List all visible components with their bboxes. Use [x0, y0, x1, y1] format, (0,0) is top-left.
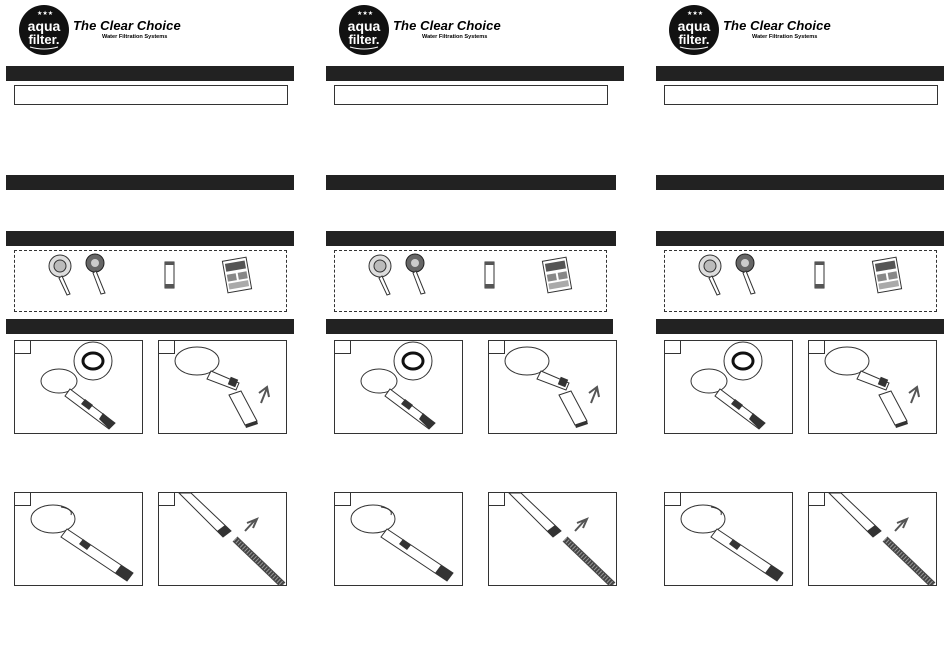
- instruction-panel-2: [326, 0, 616, 665]
- arrow-icon: [909, 387, 919, 403]
- step-panel-1: [664, 340, 793, 434]
- section-bar-2: [656, 175, 944, 190]
- brand-subtitle: Water Filtration Systems: [752, 34, 818, 40]
- hose-icon: [235, 539, 283, 585]
- section-bar-2: [6, 175, 294, 190]
- svg-text:★★★: ★★★: [687, 10, 704, 17]
- step-panel-2: [808, 340, 937, 434]
- filter-cartridge-icon: [165, 262, 174, 288]
- step-panel-1: [14, 340, 143, 434]
- section-bar-4: [6, 319, 294, 334]
- parts-box: [14, 250, 287, 312]
- arrow-icon: [259, 387, 269, 403]
- tagline: The Clear Choice: [723, 18, 831, 33]
- svg-text:★★★: ★★★: [37, 10, 54, 17]
- brand-header: [656, 0, 946, 60]
- shower-head-icon: [31, 505, 133, 581]
- step-panel-3: [334, 492, 463, 586]
- shower-head-icon: [179, 493, 231, 537]
- arrow-icon: [589, 387, 599, 403]
- filter-media-pack-icon: [222, 257, 251, 293]
- shower-head-icon: [509, 493, 561, 537]
- filter-cartridge-icon: [485, 262, 494, 288]
- step-panel-3: [664, 492, 793, 586]
- shower-head-icon: [175, 347, 239, 390]
- brand-subtitle: Water Filtration Systems: [102, 34, 168, 40]
- section-bar-3: [326, 231, 616, 246]
- shower-head-icon: [41, 369, 115, 429]
- shower-head-icon: [681, 505, 783, 581]
- shower-head-icon: [406, 254, 425, 294]
- logo-line1: aqua: [347, 18, 381, 34]
- shower-head-icon: [361, 369, 435, 429]
- text-box: [14, 85, 288, 105]
- section-bar-3: [6, 231, 294, 246]
- brand-header: [6, 0, 296, 60]
- step-panel-2: [158, 340, 287, 434]
- instruction-panel-1: [6, 0, 296, 665]
- step-panel-4: [488, 492, 617, 586]
- filter-cartridge-icon: [815, 262, 824, 288]
- logo-seal-icon: [668, 4, 720, 56]
- filter-cartridge-icon: [559, 391, 588, 428]
- logo-line1: aqua: [677, 18, 711, 34]
- tagline: The Clear Choice: [73, 18, 181, 33]
- washer-ring-icon: [724, 342, 762, 380]
- logo-line2: filter.: [348, 32, 380, 47]
- section-bar-4: [656, 319, 944, 334]
- text-box: [334, 85, 608, 105]
- filter-cartridge-icon: [879, 391, 908, 428]
- washer-ring-icon: [394, 342, 432, 380]
- shower-head-icon: [699, 255, 721, 295]
- arrow-icon: [245, 519, 257, 531]
- section-bar-1: [656, 66, 944, 81]
- section-bar-2: [326, 175, 616, 190]
- parts-box: [664, 250, 937, 312]
- section-bar-3: [656, 231, 944, 246]
- washer-ring-icon: [74, 342, 112, 380]
- section-bar-4: [326, 319, 613, 334]
- brand-header: [326, 0, 616, 60]
- text-box: [664, 85, 938, 105]
- filter-media-pack-icon: [542, 257, 571, 293]
- parts-box: [334, 250, 607, 312]
- step-panel-3: [14, 492, 143, 586]
- arrow-icon: [575, 519, 587, 531]
- logo-line1: aqua: [27, 18, 61, 34]
- hose-icon: [885, 539, 933, 585]
- filter-media-pack-icon: [872, 257, 901, 293]
- brand-subtitle: Water Filtration Systems: [422, 34, 488, 40]
- step-panel-4: [158, 492, 287, 586]
- svg-text:★★★: ★★★: [357, 10, 374, 17]
- step-panel-2: [488, 340, 617, 434]
- shower-head-icon: [49, 255, 71, 295]
- logo-seal-icon: [18, 4, 70, 56]
- logo-seal-icon: [338, 4, 390, 56]
- section-bar-1: [6, 66, 294, 81]
- shower-head-icon: [369, 255, 391, 295]
- shower-head-icon: [736, 254, 755, 294]
- filter-cartridge-icon: [229, 391, 258, 428]
- step-panel-1: [334, 340, 463, 434]
- shower-head-icon: [86, 254, 105, 294]
- shower-head-icon: [829, 493, 881, 537]
- shower-head-icon: [505, 347, 569, 390]
- shower-head-icon: [691, 369, 765, 429]
- logo-line2: filter.: [28, 32, 60, 47]
- instruction-panel-3: [656, 0, 946, 665]
- logo-line2: filter.: [678, 32, 710, 47]
- step-panel-4: [808, 492, 937, 586]
- hose-icon: [565, 539, 613, 585]
- tagline: The Clear Choice: [393, 18, 501, 33]
- shower-head-icon: [825, 347, 889, 390]
- arrow-icon: [895, 519, 907, 531]
- section-bar-1: [326, 66, 624, 81]
- shower-head-icon: [351, 505, 453, 581]
